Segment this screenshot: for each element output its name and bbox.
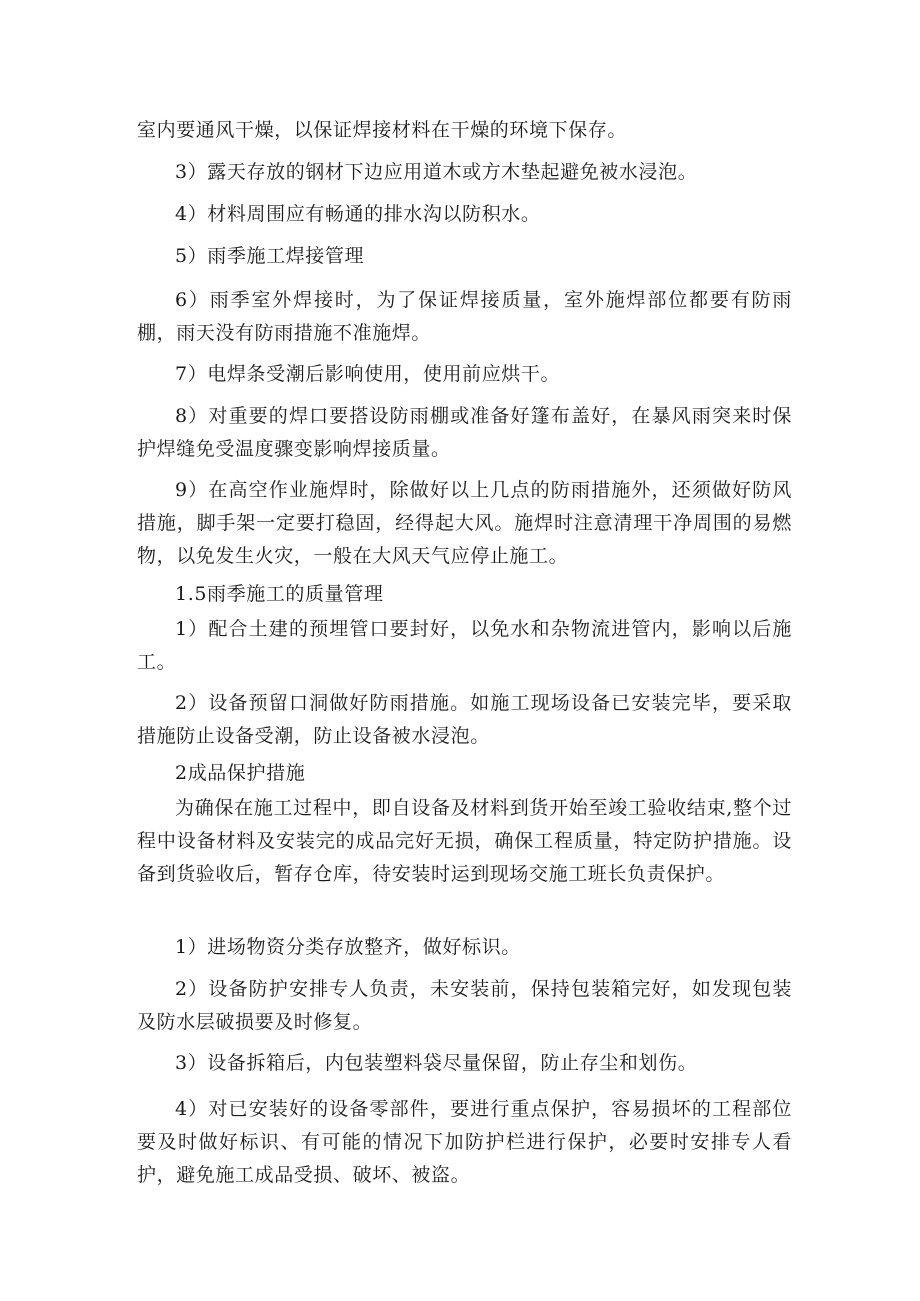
paragraph-protection-intro: 为确保在施工过程中，即自设备及材料到货开始至竣工验收结束,整个过程中设备材料及安装完的成品完好无损，确保工程质量，特定防护措施。设备到货验收后，暂存仓库，待安装时运到现场交施工班长负责保护。 [137, 797, 792, 885]
paragraph-item-9-high-altitude: 9）在高空作业施焊时，除做好以上几点的防雨措施外，还须做好防风措施，脚手架一定要打稳固，经得起大风。施焊时注意清理干净周围的易燃物，以免发生火灾，一般在大风天气应停止施工。 [137, 479, 792, 567]
paragraph-item-5-welding-management: 5）雨季施工焊接管理 [175, 245, 365, 267]
section-heading-2: 2成品保护措施 [175, 762, 306, 784]
section-heading-1-5: 1.5雨季施工的质量管理 [175, 583, 384, 605]
paragraph-protection-1-storage: 1）进场物资分类存放整齐，做好标识。 [175, 936, 521, 958]
paragraph-item-4-drainage: 4）材料周围应有畅通的排水沟以防积水。 [175, 203, 541, 225]
paragraph-protection-4-components: 4）对已安装好的设备零部件，要进行重点保护，容易损坏的工程部位要及时做好标识、有可能的情况下加防护栏进行保护，必要时安排专人看护，避免施工成品受损、破坏、被盗。 [137, 1098, 792, 1186]
paragraph-quality-2-openings: 2）设备预留口洞做好防雨措施。如施工现场设备已安装完毕，要采取措施防止设备受潮，防止设备被水浸泡。 [137, 692, 792, 747]
paragraph-item-3-outdoor-steel: 3）露天存放的钢材下边应用道木或方木垫起避免被水浸泡。 [175, 161, 698, 183]
paragraph-protection-3-unboxing: 3）设备拆箱后，内包装塑料袋尽量保留，防止存尘和划伤。 [175, 1052, 698, 1074]
paragraph-item-8-weld-protection: 8）对重要的焊口要搭设防雨棚或准备好篷布盖好，在暴风雨突来时保护焊缝免受温度骤变影响焊接质量。 [137, 405, 792, 460]
paragraph-item-7-electrodes: 7）电焊条受潮后影响使用，使用前应烘干。 [175, 363, 561, 385]
paragraph-item-6-rain-shelter: 6）雨季室外焊接时，为了保证焊接质量，室外施焊部位都要有防雨棚，雨天没有防雨措施不准施焊。 [137, 289, 792, 344]
paragraph-protection-2-packaging: 2）设备防护安排专人负责，未安装前，保持包装箱完好，如发现包装及防水层破损要及时修复。 [137, 978, 792, 1033]
paragraph-quality-1-pipes: 1）配合土建的预埋管口要封好，以免水和杂物流进管内，影响以后施工。 [137, 618, 792, 673]
paragraph-storage-ventilation: 室内要通风干燥，以保证焊接材料在干燥的环境下保存。 [137, 119, 628, 141]
